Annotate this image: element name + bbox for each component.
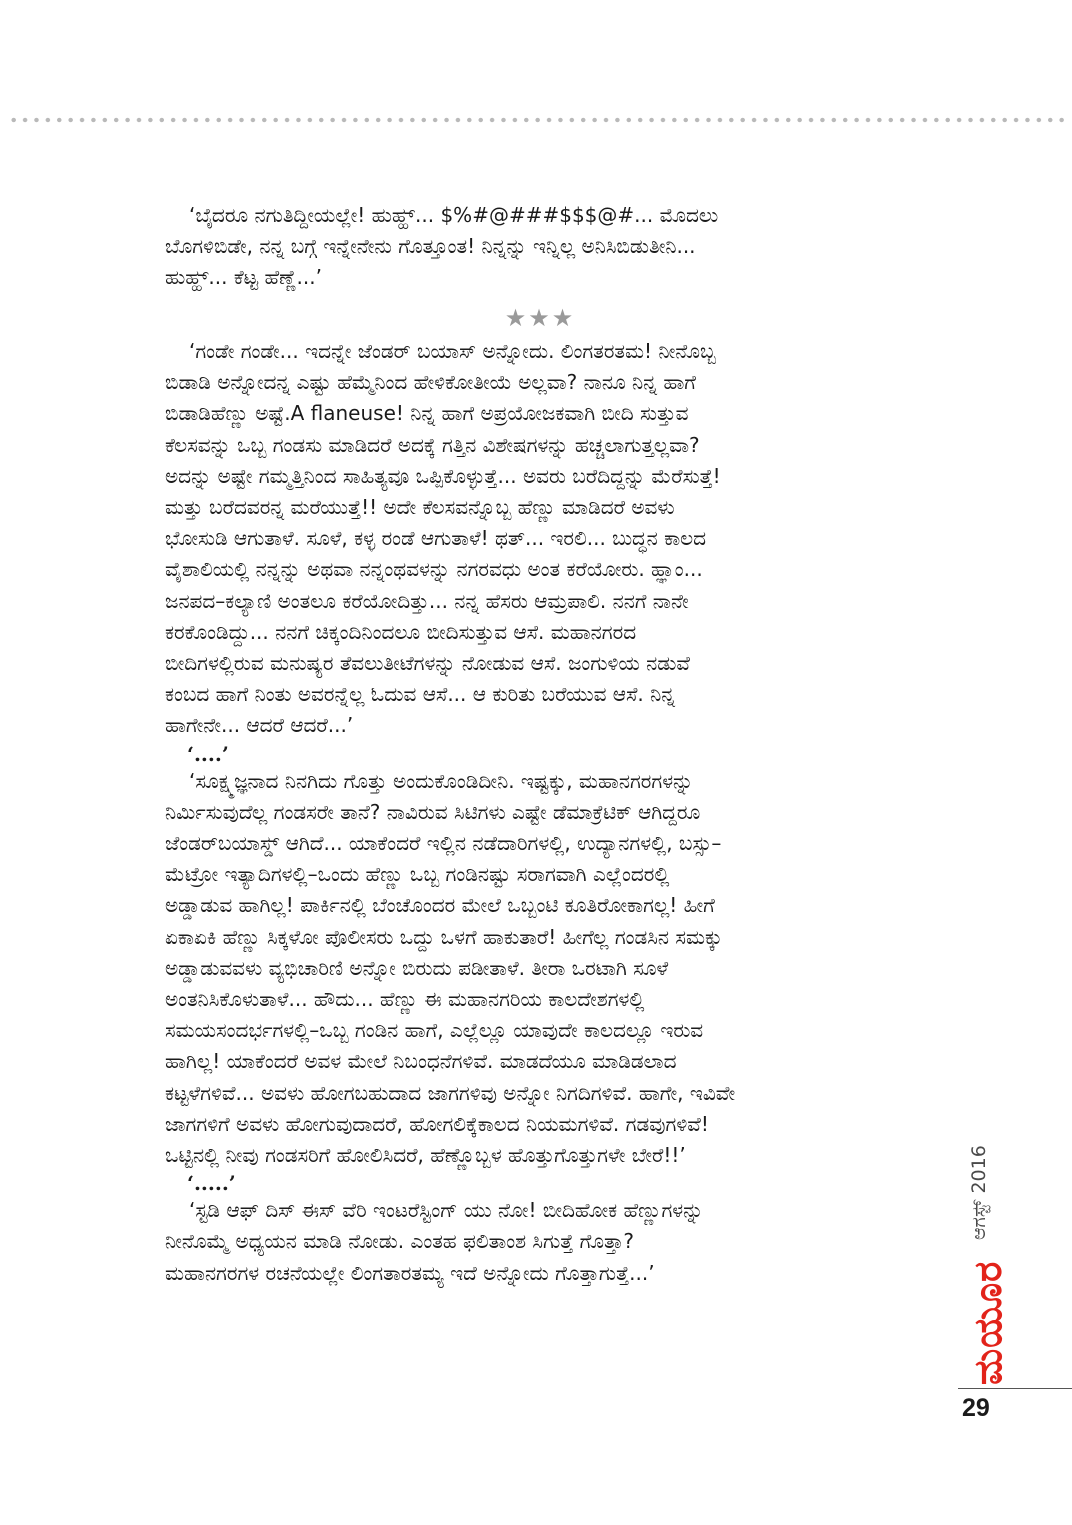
dotted-top-border [8,117,1068,123]
p2-line: ಹಾಗಿಲ್ಲ! ಯಾಕೆಂದರೆ ಅವಳ ಮೇಲೆ ನಿಬಂಧನೆಗಳಿವೆ. ಮಾಡದೆಯೂ ಮಾಡಿಡಲಾದ [165,1049,677,1074]
p2-line: ಜಾಗಗಳಿಗೆ ಅವಳು ಹೋಗುವುದಾದರೆ, ಹೋಗಲಿಕ್ಕೆಕಾಲದ ನಿಯಮಗಳಿವೆ. ಗಡವುಗಳಿವೆ! [165,1111,709,1136]
issue-date: ಆಗಸ್ಟ್ 2016 [968,1145,990,1240]
p2-line: ಒಟ್ಟಿನಲ್ಲಿ ನೀವು ಗಂಡಸರಿಗೆ ಹೋಲಿಸಿದರೆ, ಹೆಣ್ಣೊಬ್ಬಳ ಹೊತ್ತುಗೊತ್ತುಗಳೇ ಬೇರೆ!!’ [165,1143,686,1168]
intro-paragraph [165,200,910,294]
p3-line: ‘ಸ್ಟಡಿ ಆಫ್ ದಿಸ್ ಈಸ್ ವೆರಿ ಇಂಟರೆಸ್ಟಿಂಗ್ ಯು ನೋ! ಬೀದಿಹೋಕ ಹೆಣ್ಣುಗಳನ್ನು [189,1198,704,1223]
p2-line: ಅಡ್ಡಾಡುವ ಹಾಗಿಲ್ಲ! ಪಾರ್ಕಿನಲ್ಲಿ ಬೆಂಚೊಂದರ ಮೇಲೆ ಒಬ್ಬಂಟಿ ಕೂತಿರೋಕಾಗಲ್ಲ! ಹೀಗೆ [165,893,715,918]
magazine-logo: ಮಯೂರ [966,1260,1010,1385]
p1-line: ಕಂಬದ ಹಾಗೆ ನಿಂತು ಅವರನ್ನೆಲ್ಲ ಓದುವ ಆಸೆ... ಆ ಕುರಿತು ಬರೆಯುವ ಆಸೆ. ನಿನ್ನ [165,682,676,707]
intro-line-1: ‘ಬೈದರೂ ನಗುತಿದ್ದೀಯಲ್ಲೇ! ಹುಹ್ಹ್... $%#@###$$$@#... ಮೊದಲು [189,203,719,227]
p1-line: ಬಿಡಾಡಿ ಅನ್ನೋದನ್ನ ಎಷ್ಟು ಹೆಮ್ಮೆನಿಂದ ಹೇಳಿಕೋತೀಯೆ ಅಲ್ಲವಾ? ನಾನೂ ನಿನ್ನ ಹಾಗೆ [165,370,696,395]
intro-line-3: ಹುಹ್ಹ್... ಕೆಟ್ಟ ಹೆಣ್ಣೆ...’ [165,265,322,290]
body-text [165,336,910,1289]
ellipsis-reply-2: ‘.....’ [187,1171,236,1196]
p1-line: ‘ಗಂಡೇ ಗಂಡೇ... ಇದನ್ನೇ ಜೆಂಡರ್ ಬಯಾಸ್ ಅನ್ನೋದು. ಲಿಂಗತರತಮ! ನೀನೊಬ್ಬ [189,339,716,363]
p2-line: ಜೆಂಡರ್‌ಬಯಾಸ್ಡ್ ಆಗಿದೆ... ಯಾಕೆಂದರೆ ಇಲ್ಲಿನ ನಡೆದಾರಿಗಳಲ್ಲಿ, ಉದ್ಯಾನಗಳಲ್ಲಿ, ಬಸ್ಸು– [165,831,722,856]
p1-line: ಮತ್ತು ಬರೆದವರನ್ನ ಮರೆಯುತ್ತೆ!! ಅದೇ ಕೆಲಸವನ್ನೊಬ್ಬ ಹೆಣ್ಣು ಮಾಡಿದರೆ ಅವಳು [165,495,675,520]
p2-line: ಸಮಯಸಂದರ್ಭಗಳಲ್ಲಿ–ಒಬ್ಬ ಗಂಡಿನ ಹಾಗೆ, ಎಲ್ಲೆಲ್ಲೂ ಯಾವುದೇ ಕಾಲದಲ್ಲೂ ಇರುವ [165,1018,704,1043]
p3-line: ನೀನೊಮ್ಮೆ ಅಧ್ಯಯನ ಮಾಡಿ ನೋಡು. ಎಂತಹ ಫಲಿತಾಂಶ ಸಿಗುತ್ತೆ ಗೊತ್ತಾ? [165,1229,635,1254]
p1-line: ಹಾಗೇನೇ... ಆದರೆ ಆದರೆ...’ [165,713,354,738]
p2-line: ಕಟ್ಟಳೆಗಳಿವೆ... ಅವಳು ಹೋಗಬಹುದಾದ ಜಾಗಗಳಿವು ಅನ್ನೋ ನಿಗದಿಗಳಿವೆ. ಹಾಗೇ, ಇವಿವೇ [165,1080,736,1105]
p1-line: ಬಿಡಾಡಿಹೆಣ್ಣು ಅಷ್ಟೆ.A flaneuse! ನಿನ್ನ ಹಾಗೆ ಅಪ್ರಯೋಜಕವಾಗಿ ಬೀದಿ ಸುತ್ತುವ [165,401,689,426]
p1-line: ಭೋಸುಡಿ ಆಗುತಾಳೆ. ಸೂಳೆ, ಕಳ್ಳ ರಂಡೆ ಆಗುತಾಳೆ! ಥತ್... ಇರಲಿ... ಬುದ್ಧನ ಕಾಲದ [165,526,707,551]
page-number: 29 [962,1394,990,1422]
p1-line: ಬೀದಿಗಳಲ್ಲಿರುವ ಮನುಷ್ಯರ ತೆವಲುತೀಟೆಗಳನ್ನು ನೋಡುವ ಆಸೆ. ಜಂಗುಳಿಯ ನಡುವೆ [165,651,690,676]
p1-line: ಕೆಲಸವನ್ನು ಒಬ್ಬ ಗಂಡಸು ಮಾಡಿದರೆ ಅದಕ್ಕೆ ಗತ್ತಿನ ವಿಶೇಷಗಳನ್ನು ಹಚ್ಚಲಾಗುತ್ತಲ್ಲವಾ? [165,432,700,457]
p2-line: ‘ಸೂಕ್ಷ್ಮಜ್ಞನಾದ ನಿನಗಿದು ಗೊತ್ತು ಅಂದುಕೊಂಡಿದೀನಿ. ಇಷ್ಟಕ್ಕು, ಮಹಾನಗರಗಳನ್ನು [189,768,694,793]
page-number-rule [958,1388,1072,1389]
p3-line: ಮಹಾನಗರಗಳ ರಚನೆಯಲ್ಲೇ ಲಿಂಗತಾರತಮ್ಯ ಇದೆ ಅನ್ನೋದು ಗೊತ್ತಾಗುತ್ತೆ...’ [165,1260,655,1285]
paragraph-2 [165,766,910,1172]
p2-line: ಅಂತನಿಸಿಕೊಳುತಾಳೆ... ಹೌದು... ಹೆಣ್ಣು ಈ ಮಹಾನಗರಿಯ ಕಾಲದೇಶಗಳಲ್ಲಿ [165,987,645,1012]
p2-line: ನಿರ್ಮಿಸುವುದೆಲ್ಲ ಗಂಡಸರೇ ತಾನೆ? ನಾವಿರುವ ಸಿಟಿಗಳು ಎಷ್ಟೇ ಡೆಮಾಕ್ರೆಟಿಕ್ ಆಗಿದ್ದರೂ [165,799,701,824]
paragraph-3 [165,1195,910,1289]
p1-line: ಅದನ್ನು ಅಷ್ಟೇ ಗಮ್ಮತ್ತಿನಿಂದ ಸಾಹಿತ್ಯವೂ ಒಪ್ಪಿಕೊಳ್ಳುತ್ತೆ... ಅವರು ಬರೆದಿದ್ದನ್ನು ಮೆರೆಸುತ್ತೆ! [165,463,721,488]
p2-line: ಮೆಟ್ರೋ ಇತ್ಯಾದಿಗಳಲ್ಲಿ–ಒಂದು ಹೆಣ್ಣು ಒಬ್ಬ ಗಂಡಿನಷ್ಟು ಸರಾಗವಾಗಿ ಎಲ್ಲೆಂದರಲ್ಲಿ [165,862,670,887]
ellipsis-reply-1: ‘....’ [187,741,229,766]
section-separator: ★★★ [504,304,576,332]
p1-line: ಜನಪದ–ಕಲ್ಯಾಣಿ ಅಂತಲೂ ಕರೆಯೋದಿತ್ತು... ನನ್ನ ಹೆಸರು ಆಮ್ರಪಾಲಿ. ನನಗೆ ನಾನೇ [165,588,689,613]
intro-line-2: ಬೊಗಳಿಬಿಡೇ, ನನ್ನ ಬಗ್ಗೆ ಇನ್ನೇನೇನು ಗೊತ್ತೂಂತ! ನಿನ್ನನ್ನು ಇನ್ನಿಲ್ಲ ಅನಿಸಿಬಿಡುತೀನಿ... [165,234,696,259]
p2-line: ಏಕಾಏಕಿ ಹೆಣ್ಣು ಸಿಕ್ಕಳೋ ಪೊಲೀಸರು ಒದ್ದು ಒಳಗೆ ಹಾಕುತಾರೆ! ಹೀಗೆಲ್ಲ ಗಂಡಸಿನ ಸಮಕ್ಕು [165,924,723,949]
p1-line: ಕರಕೊಂಡಿದ್ದು... ನನಗೆ ಚಿಕ್ಕಂದಿನಿಂದಲೂ ಬೀದಿಸುತ್ತುವ ಆಸೆ. ಮಹಾನಗರದ [165,619,637,644]
p1-line: ವೈಶಾಲಿಯಲ್ಲಿ ನನ್ನನ್ನು ಅಥವಾ ನನ್ನಂಥವಳನ್ನು ನಗರವಧು ಅಂತ ಕರೆಯೋರು. ಹ್ಞಾಂ... [165,557,703,582]
paragraph-1 [165,336,910,742]
p2-line: ಅಡ್ಡಾಡುವವಳು ವ್ಯಭಿಚಾರಿಣಿ ಅನ್ನೋ ಬಿರುದು ಪಡೀತಾಳೆ. ತೀರಾ ಒರಟಾಗಿ ಸೂಳೆ [165,955,669,980]
